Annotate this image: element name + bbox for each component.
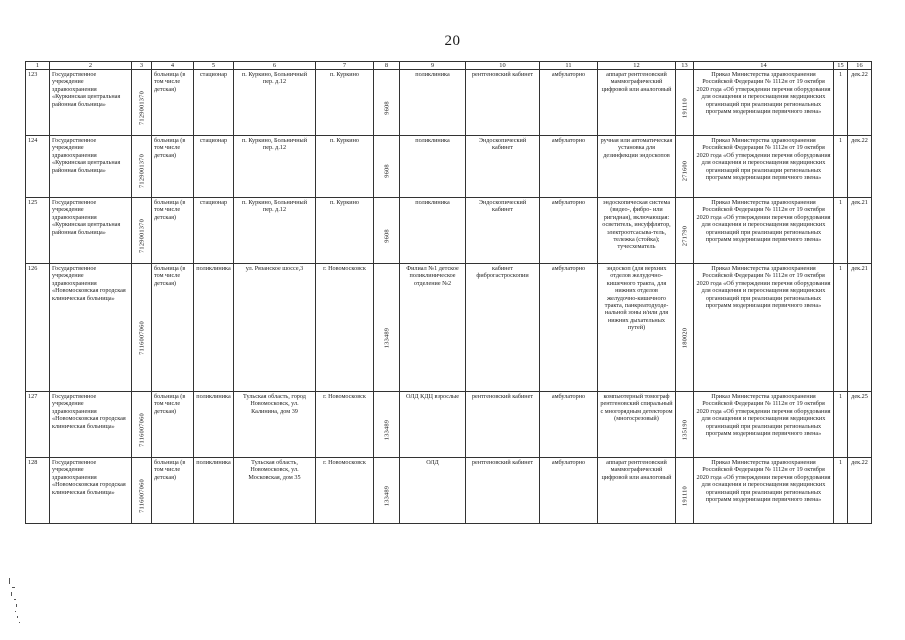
care-form: амбулаторно [540,70,598,136]
organization-name: Государственное учреждение здравоохранения «Куркинская центральная районная больница» [50,136,132,198]
facility-code-text: 133489 [382,419,390,440]
okpd-code-text: 180020 [680,327,688,348]
column-number-2: 2 [50,62,132,70]
organization-name: Государственное учреждение здравоохранения «Куркинская центральная районная больница» [50,198,132,264]
cabinet: рентгеновский кабинет [466,392,540,458]
settlement: п. Куркино [316,198,374,264]
quantity: 1 [834,392,848,458]
facility-code-text: 9608 [382,100,390,115]
unit-type: стационар [194,70,234,136]
cabinet: Эндоскопический кабинет [466,136,540,198]
cabinet: рентгеновский кабинет [466,458,540,524]
row-number: 124 [26,136,50,198]
column-number-8: 8 [374,62,400,70]
due-date: дек.21 [848,198,872,264]
column-number-4: 4 [152,62,194,70]
organization-name: Государственное учреждение здравоохранения «Новомосковская городская клиническая больница» [50,264,132,392]
care-form: амбулаторно [540,392,598,458]
quantity: 1 [834,458,848,524]
quantity: 1 [834,198,848,264]
equipment: эндоскоп (для верхних отделов желудочно-кишечного тракта, для нижних отделов желудочно-кишечного тракта, панкреатодуоде-нальной зоны и/или для нижних дыхательных путей) [598,264,676,392]
okpd-code [676,70,694,136]
column-number-13: 13 [676,62,694,70]
column-number-1: 1 [26,62,50,70]
table-row [26,458,872,524]
settlement: г. Новомосковск [316,458,374,524]
address: п. Куркино, Больничный пер. д.12 [234,136,316,198]
unit-type: стационар [194,136,234,198]
organization-inn [132,198,152,264]
facility-type: больница (в том числе детская) [152,198,194,264]
row-number: 125 [26,198,50,264]
cabinet: Эндоскопический кабинет [466,198,540,264]
organization-inn-text: 7116007060 [137,478,145,513]
division: поликлиника [400,198,466,264]
settlement: г. Новомосковск [316,264,374,392]
organization-inn [132,392,152,458]
organization-inn-text: 7116007060 [137,412,145,447]
address: Тульская область, город Новомосковск, ул. Калинина, дом 39 [234,392,316,458]
okpd-code [676,198,694,264]
column-number-10: 10 [466,62,540,70]
column-number-11: 11 [540,62,598,70]
facility-code-text: 9608 [382,164,390,179]
okpd-code [676,392,694,458]
table-row [26,198,872,264]
unit-type: поликлиника [194,458,234,524]
settlement: г. Новомосковск [316,392,374,458]
column-number-14: 14 [694,62,834,70]
due-date: дек.21 [848,264,872,392]
care-form: амбулаторно [540,458,598,524]
organization-name: Государственное учреждение здравоохранения «Новомосковская городская клиническая больница» [50,392,132,458]
cabinet: кабинет фиброгастроскопии [466,264,540,392]
row-number: 127 [26,392,50,458]
due-date: дек.22 [848,136,872,198]
scan-artifact [7,578,25,628]
care-form: амбулаторно [540,264,598,392]
due-date: дек.25 [848,392,872,458]
organization-inn [132,136,152,198]
address: ул. Рязанское шоссе,3 [234,264,316,392]
settlement: п. Куркино [316,136,374,198]
division: Филиал №1 детское поликлиническое отделение №2 [400,264,466,392]
facility-code [374,264,400,392]
column-number-9: 9 [400,62,466,70]
table-row [26,136,872,198]
regulatory-order: Приказ Министерства здравоохранения Российской Федерации № 1112н от 19 октября 2020 года «Об утверждении перечня оборудования для оснащения и переоснащения медицинских организаций при реализации региональных программ модернизации первичного звена» [694,70,834,136]
facility-code [374,70,400,136]
okpd-code-text: 191110 [680,97,688,118]
equipment: аппарат рентгеновский маммографический цифровой или аналоговый [598,70,676,136]
regulatory-order: Приказ Министерства здравоохранения Российской Федерации № 1112н от 19 октября 2020 года «Об утверждении перечня оборудования для оснащения и переоснащения медицинских организаций при реализации региональных программ модернизации первичного звена» [694,136,834,198]
settlement: п. Куркино [316,70,374,136]
care-form: амбулаторно [540,136,598,198]
facility-type: больница (в том числе детская) [152,136,194,198]
address: п. Куркино, Больничный пер. д.12 [234,198,316,264]
regulatory-order: Приказ Министерства здравоохранения Российской Федерации № 1112н от 19 октября 2020 года «Об утверждении перечня оборудования для оснащения и переоснащения медицинских организаций при реализации региональных программ модернизации первичного звена» [694,264,834,392]
facility-code-text: 133489 [382,327,390,348]
equipment-table [25,61,872,524]
column-number-5: 5 [194,62,234,70]
okpd-code-text: 271600 [680,161,688,182]
row-number: 126 [26,264,50,392]
quantity: 1 [834,264,848,392]
equipment: компьютерный томограф рентгеновский спиральный с многорядным детектором (многосрезовый) [598,392,676,458]
column-number-15: 15 [834,62,848,70]
equipment: аппарат рентгеновский маммографический цифровой или аналоговый [598,458,676,524]
table-row [26,70,872,136]
table-row [26,392,872,458]
unit-type: поликлиника [194,264,234,392]
cabinet: рентгеновский кабинет [466,70,540,136]
facility-code [374,458,400,524]
unit-type: поликлиника [194,392,234,458]
address: п. Куркино, Больничный пер. д.12 [234,70,316,136]
column-number-3: 3 [132,62,152,70]
regulatory-order: Приказ Министерства здравоохранения Российской Федерации № 1112н от 19 октября 2020 года «Об утверждении перечня оборудования для оснащения и переоснащения медицинских организаций при реализации региональных программ модернизации первичного звена» [694,392,834,458]
facility-code [374,136,400,198]
column-number-row [26,62,872,70]
table-row [26,264,872,392]
due-date: дек.22 [848,458,872,524]
equipment: эндоскопическая система (видео-, фибро- или ригидная), включающая: осветитель, инсуффлятор, электроотсасыва-тель, тележка (стойка); тучесхематель [598,198,676,264]
okpd-code-text: 191110 [680,485,688,506]
facility-code-text: 9608 [382,228,390,243]
care-form: амбулаторно [540,198,598,264]
organization-name: Государственное учреждение здравоохранения «Куркинская центральная районная больница» [50,70,132,136]
column-number-7: 7 [316,62,374,70]
organization-inn-text: 7116007060 [137,320,145,355]
regulatory-order: Приказ Министерства здравоохранения Российской Федерации № 1112н от 19 октября 2020 года «Об утверждении перечня оборудования для оснащения и переоснащения медицинских организаций при реализации региональных программ модернизации первичного звена» [694,458,834,524]
regulatory-order: Приказ Министерства здравоохранения Российской Федерации № 1112н от 19 октября 2020 года «Об утверждении перечня оборудования для оснащения и переоснащения медицинских организаций при реализации региональных программ модернизации первичного звена» [694,198,834,264]
organization-inn [132,264,152,392]
row-number: 128 [26,458,50,524]
facility-code-text: 133489 [382,485,390,506]
address: Тульская область, Новомосковск, ул. Московская, дом 35 [234,458,316,524]
due-date: дек.22 [848,70,872,136]
organization-inn [132,458,152,524]
row-number: 123 [26,70,50,136]
quantity: 1 [834,70,848,136]
okpd-code-text: 271790 [680,225,688,246]
organization-name: Государственное учреждение здравоохранения «Новомосковская городская клиническая больница» [50,458,132,524]
division: поликлиника [400,136,466,198]
quantity: 1 [834,136,848,198]
facility-code [374,392,400,458]
column-number-6: 6 [234,62,316,70]
organization-inn-text: 7129001370 [137,218,145,253]
division: ОЛД КДЦ взрослые [400,392,466,458]
okpd-code-text: 135190 [680,419,688,440]
page-number: 20 [444,33,461,49]
facility-type: больница (в том числе детская) [152,264,194,392]
facility-code [374,198,400,264]
okpd-code [676,136,694,198]
organization-inn [132,70,152,136]
facility-type: больница (в том числе детская) [152,70,194,136]
facility-type: больница (в том числе детская) [152,392,194,458]
okpd-code [676,458,694,524]
equipment: ручная или автоматическая установка для дезинфекции эндоскопов [598,136,676,198]
okpd-code [676,264,694,392]
facility-type: больница (в том числе детская) [152,458,194,524]
division: поликлиника [400,70,466,136]
column-number-16: 16 [848,62,872,70]
unit-type: стационар [194,198,234,264]
organization-inn-text: 7129001370 [137,154,145,189]
division: ОЛД [400,458,466,524]
column-number-12: 12 [598,62,676,70]
organization-inn-text: 7129001370 [137,90,145,125]
